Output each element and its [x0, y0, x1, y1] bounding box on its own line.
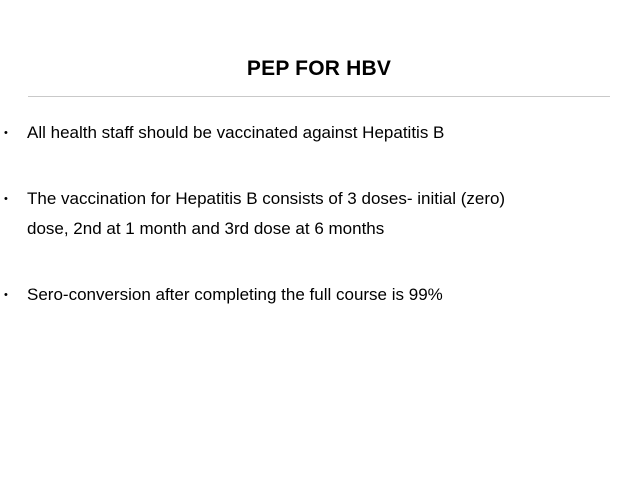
- bullet-text: [27, 280, 612, 310]
- bullet-dot-icon: •: [4, 289, 8, 301]
- bullet-line: The vaccination for Hepatitis B consists of 3 doses- initial (zero): [27, 189, 506, 208]
- bullet-line: Sero-conversion after completing the full course is 99%: [27, 285, 443, 304]
- bullet-dot-icon: •: [4, 127, 8, 139]
- bullet-text: [27, 184, 612, 244]
- slide-title: PEP FOR HBV: [246, 57, 392, 80]
- bullet-line: dose, 2nd at 1 month and 3rd dose at 6 months: [27, 219, 385, 238]
- bullet-line: All health staff should be vaccinated against Hepatitis B: [27, 123, 445, 142]
- bullet-dot-icon: •: [4, 193, 8, 205]
- title-divider: [28, 96, 610, 97]
- bullet-text: [27, 118, 612, 148]
